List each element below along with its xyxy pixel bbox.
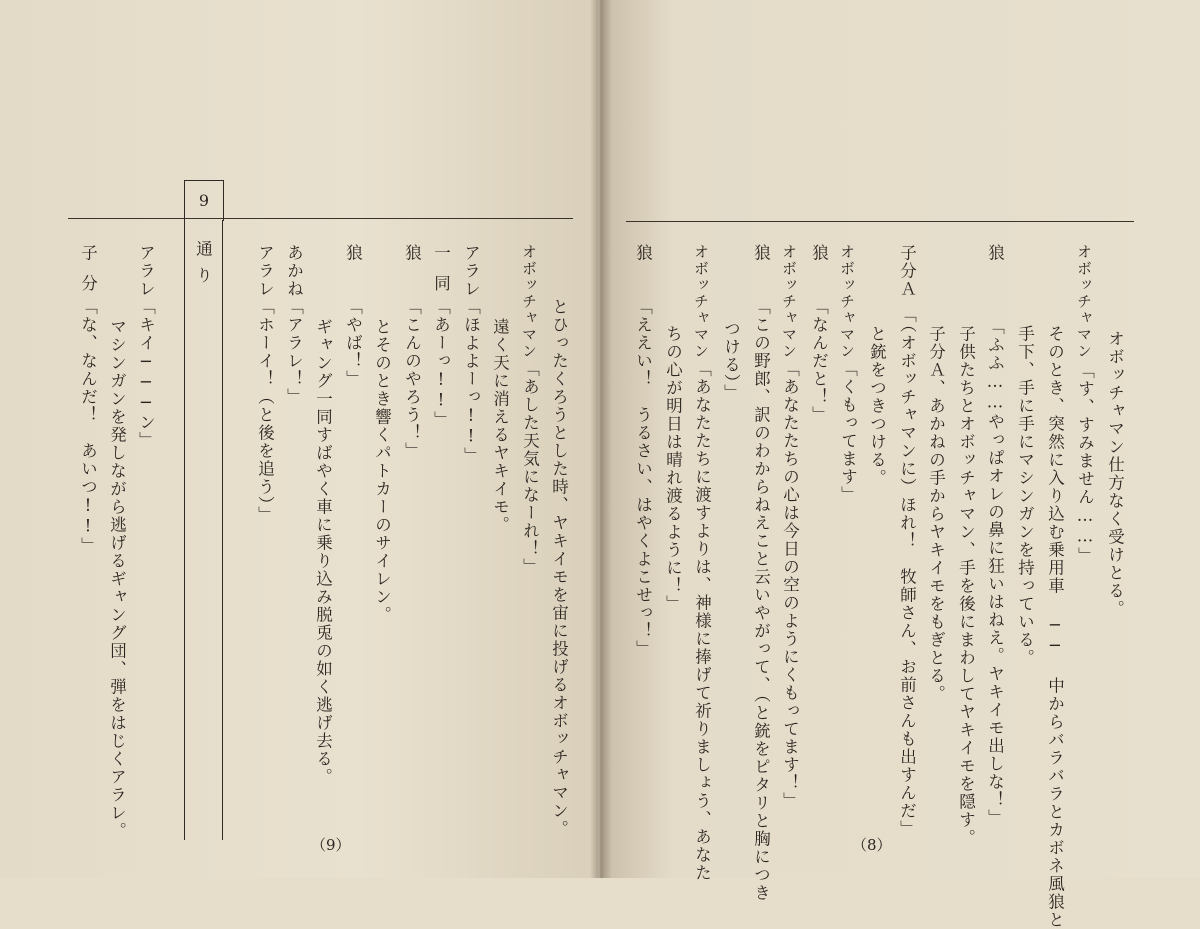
scene-box-left-line bbox=[184, 220, 185, 840]
right-line-7: 子分Ａ、あかねの手からヤキイモをもぎとる。 bbox=[926, 325, 946, 703]
right-page-number: （8） bbox=[852, 836, 892, 854]
right-speaker-13: 狼 bbox=[751, 244, 771, 262]
left-line-12: 「ホーイ！（と後を追う）」 bbox=[255, 298, 275, 524]
right-line-16: ちの心が明日は晴れ渡るように！」 bbox=[663, 325, 683, 613]
right-line-11: 「なんだと！」 bbox=[809, 298, 829, 424]
scene-box-right-line bbox=[222, 220, 223, 840]
left-line-13: 「キイ───ン」 bbox=[136, 298, 156, 450]
right-line-10: 「くもってます」 bbox=[838, 360, 858, 504]
right-line-9: と銃をつきつける。 bbox=[867, 325, 887, 487]
right-line-2: 「す、すみません……」 bbox=[1075, 362, 1095, 565]
right-line-14: つける）」 bbox=[721, 320, 741, 402]
book-gutter bbox=[590, 0, 612, 878]
right-speaker-10: オボッチャマン bbox=[838, 244, 856, 360]
right-line-5: 「ふふ……やっぱオレの鼻に狂いはねえ。ヤキイモ出しな！」 bbox=[985, 318, 1005, 827]
left-speaker-13: アラレ bbox=[136, 244, 156, 298]
left-line-8: 「やば！」 bbox=[343, 298, 363, 388]
right-line-8: 「（オボッチャマンに）ほれ！ 牧師さん、お前さんも出すんだ」 bbox=[897, 306, 917, 838]
left-line-14: マシンガンを発しながら逃げるギャング団、弾をはじくアラレ。 bbox=[107, 318, 127, 840]
left-line-5: 「あーっ!!」 bbox=[431, 298, 451, 429]
right-header-rule bbox=[626, 221, 1134, 222]
right-line-3: そのとき、突然に入り込む乗用車 ── 中からバラバラとカボネ風狼と bbox=[1045, 325, 1065, 929]
left-speaker-8: 狼 bbox=[343, 244, 363, 262]
left-line-1: とひったくろうとした時、ヤキイモを宙に投げるオボッチャマン。 bbox=[549, 298, 569, 838]
right-speaker-12: オボッチャマン bbox=[780, 244, 798, 360]
left-page-number: （9） bbox=[311, 836, 351, 854]
left-line-3: 遠く天に消えるヤキイモ。 bbox=[490, 318, 510, 534]
left-speaker-2: オボッチャマン bbox=[520, 244, 538, 360]
right-line-17: 「ええい！ うるさい、はやくよこせっ！」 bbox=[633, 298, 653, 658]
right-line-12: 「あなたたちの心は今日の空のようにくもってます！」 bbox=[780, 360, 800, 810]
left-line-6: 「こんのやろう！」 bbox=[402, 298, 422, 460]
left-speaker-11: あかね bbox=[284, 244, 304, 298]
scene-location: 通り bbox=[193, 240, 213, 293]
scene-number: 9 bbox=[184, 180, 224, 221]
left-speaker-5: 一同 bbox=[431, 244, 451, 305]
left-line-4: 「ほよよーっ!!」 bbox=[461, 298, 481, 465]
left-speaker-4: アラレ bbox=[461, 244, 481, 298]
left-line-11: 「アラレ！」 bbox=[284, 298, 304, 406]
right-line-13: 「この野郎、訳のわからねえこと云いやがって、（と銃をピタリと胸につき bbox=[751, 298, 771, 902]
right-speaker-5: 狼 bbox=[985, 244, 1005, 262]
right-speaker-15: オボッチャマン bbox=[692, 244, 710, 360]
right-line-6: 子供たちとオボッチャマン、手を後にまわしてヤキイモを隠す。 bbox=[956, 325, 976, 847]
right-speaker-8: 子分Ａ bbox=[897, 244, 917, 298]
left-speaker-6: 狼 bbox=[402, 244, 422, 262]
right-speaker-2: オボッチャマン bbox=[1075, 244, 1093, 360]
left-line-2: 「あした天気になーれ！」 bbox=[520, 360, 540, 576]
left-line-9: ギャング一同すばやく車に乗り込み脱兎の如く逃げ去る。 bbox=[313, 318, 333, 786]
left-line-15: 「な、なんだ！ あいつ!!」 bbox=[78, 298, 98, 555]
right-line-15: 「あなたたちに渡すよりは、神様に捧げて祈りましょう、あなた bbox=[692, 360, 712, 882]
right-line-4: 手下、手に手にマシンガンを持っている。 bbox=[1015, 325, 1035, 667]
left-header-rule bbox=[68, 218, 573, 219]
right-speaker-11: 狼 bbox=[809, 244, 829, 262]
right-line-1: オボッチャマン仕方なく受けとる。 bbox=[1105, 330, 1125, 618]
left-speaker-15: 子分 bbox=[78, 244, 98, 305]
left-line-7: とそのとき響くパトカーのサイレン。 bbox=[372, 318, 392, 624]
left-speaker-12: アラレ bbox=[255, 244, 275, 298]
right-speaker-17: 狼 bbox=[633, 244, 653, 262]
